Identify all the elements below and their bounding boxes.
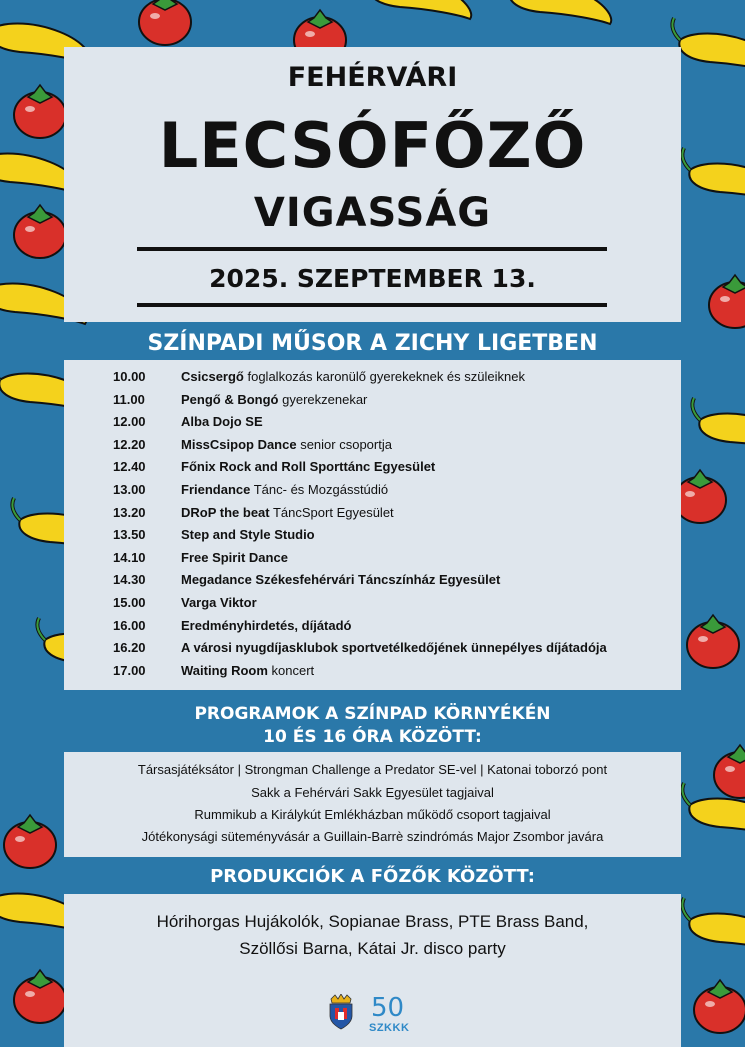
schedule-text — [181, 527, 315, 542]
title-line-2: LECSÓFŐZŐ — [158, 109, 587, 182]
tomato-icon — [14, 205, 66, 258]
performer-name: Főnix Rock and Roll Sporttánc Egyesület — [181, 459, 436, 475]
performer-name: Varga Viktor — [181, 595, 257, 610]
performer-name: Alba Dojo SE — [181, 414, 263, 430]
pepper-icon — [682, 148, 745, 204]
tomato-icon — [14, 85, 66, 138]
schedule-time: 13.00 — [113, 482, 146, 497]
performer-detail: gyerekzenekar — [278, 391, 368, 407]
tomato-icon — [139, 0, 191, 45]
schedule-time: 12.40 — [113, 459, 146, 475]
performer-detail: senior csoportja — [296, 436, 392, 452]
event-date: 2025. SZEPTEMBER 13. — [209, 264, 536, 293]
performer-name: Csicsergő — [181, 369, 244, 384]
schedule-time: 12.20 — [113, 436, 146, 452]
schedule-text — [181, 618, 352, 633]
schedule-text — [181, 392, 367, 407]
schedule-text — [181, 663, 314, 678]
program-line: Társasjátéksátor | Strongman Challenge a Predator SE-vel | Katonai toborzó pont — [137, 762, 608, 777]
tomato-icon — [714, 745, 745, 798]
performer-name: Free Spirit Dance — [181, 549, 288, 565]
schedule-time: 14.30 — [113, 572, 146, 588]
performer-name: Waiting Room — [181, 662, 268, 678]
pepper-icon — [692, 398, 745, 454]
schedule-text — [181, 505, 394, 520]
productions-title: PRODUKCIÓK A FŐZŐK KÖZÖTT: — [210, 866, 535, 887]
program-line: Jótékonysági süteményvásár a Guillain-Barrè szindrómás Major Zsombor javára — [141, 829, 604, 844]
schedule-time: 17.00 — [113, 662, 146, 678]
performer-name: MissCsipop Dance — [181, 436, 297, 452]
schedule-time: 14.10 — [113, 549, 146, 565]
logo-number: 50 — [371, 993, 405, 1023]
performer-detail: foglalkozás karonülő gyerekeknek és szüleiknek — [243, 369, 525, 384]
city-coat-of-arms-icon — [326, 994, 356, 1030]
pepper-icon — [502, 0, 611, 24]
divider-bottom — [137, 303, 607, 307]
programs-title-line-2: 10 ÉS 16 ÓRA KÖZÖTT: — [263, 727, 482, 747]
performer-detail: Tánc- és Mozgásstúdió — [250, 482, 389, 497]
schedule-time: 12.00 — [113, 414, 146, 430]
schedule-text — [181, 595, 257, 610]
performer-name: Pengő & Bongó — [181, 391, 279, 407]
programs-title-line-1: PROGRAMOK A SZÍNPAD KÖRNYÉKÉN — [194, 704, 551, 724]
productions-line-1: Hórihorgas Hujákolók, Sopianae Brass, PTE Brass Band, — [156, 912, 589, 931]
stage-program-title: SZÍNPADI MŰSOR A ZICHY LIGETBEN — [147, 331, 598, 356]
performer-detail: koncert — [267, 662, 315, 678]
schedule-time: 10.00 — [113, 369, 146, 384]
pepper-icon — [672, 18, 745, 74]
performer-name: A városi nyugdíjasklubok sportvetélkedőjének ünnepélyes díjátadója — [181, 640, 607, 656]
logo-text: SZKKK — [369, 1022, 410, 1034]
pepper-icon — [362, 0, 471, 19]
schedule-time: 13.20 — [113, 504, 146, 520]
schedule-text — [181, 369, 525, 384]
schedule-time: 15.00 — [113, 595, 146, 610]
title-line-1: FEHÉRVÁRI — [287, 62, 458, 93]
pepper-icon — [682, 898, 745, 954]
schedule-text — [181, 414, 263, 429]
schedule-time: 16.20 — [113, 640, 146, 656]
divider-top — [137, 247, 607, 251]
tomato-icon — [674, 470, 726, 523]
performer-detail: TáncSport Egyesület — [269, 504, 394, 520]
tomato-icon — [694, 980, 745, 1033]
performer-name: Friendance — [181, 482, 251, 497]
tomato-icon — [709, 275, 745, 328]
schedule-time: 11.00 — [113, 391, 145, 407]
schedule-text — [181, 550, 288, 565]
schedule-text — [181, 482, 388, 497]
schedule-text — [181, 459, 435, 474]
performer-name: Eredményhirdetés, díjátadó — [181, 617, 352, 633]
schedule-text — [181, 572, 500, 587]
tomato-icon — [4, 815, 56, 868]
schedule-time: 16.00 — [113, 617, 146, 633]
performer-name: Megadance Székesfehérvári Táncszínház Egyesület — [181, 572, 501, 588]
performer-name: Step and Style Studio — [181, 527, 315, 543]
schedule-text — [181, 437, 392, 452]
tomato-icon — [687, 615, 739, 668]
schedule-text — [181, 640, 607, 655]
performer-name: DRoP the beat — [181, 504, 270, 520]
title-line-3: VIGASSÁG — [253, 190, 492, 236]
program-line: Sakk a Fehérvári Sakk Egyesület tagjaival — [251, 785, 494, 800]
schedule-time: 13.50 — [113, 527, 146, 543]
productions-line-2: Szöllősi Barna, Kátai Jr. disco party — [239, 939, 506, 958]
tomato-icon — [14, 970, 66, 1023]
productions-panel — [64, 894, 681, 978]
program-line: Rummikub a Királykút Emlékházban működő csoport tagjaival — [194, 807, 551, 822]
